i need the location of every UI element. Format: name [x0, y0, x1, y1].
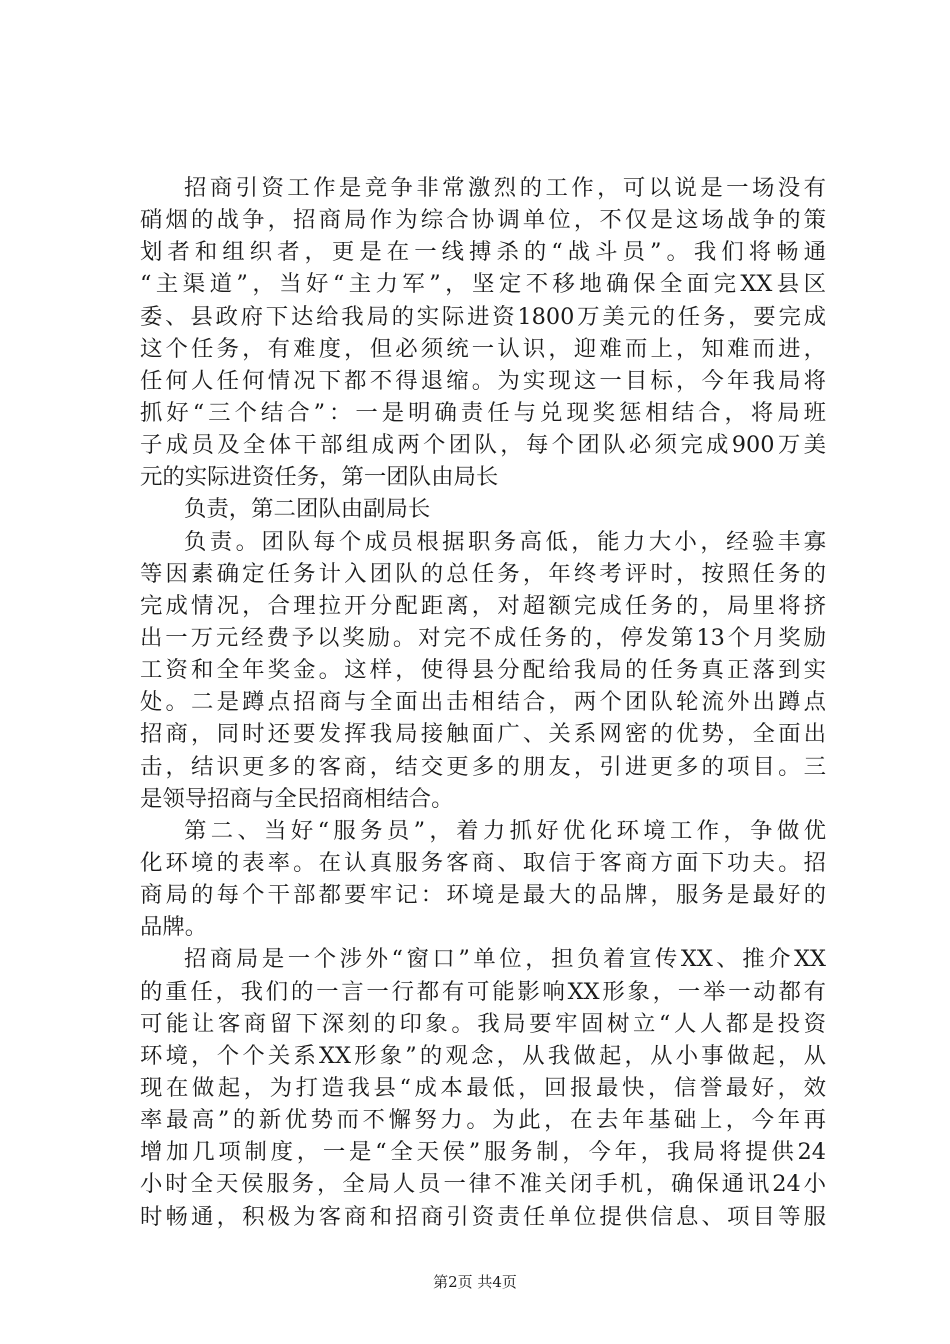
document-body [140, 172, 826, 1233]
paragraph-line: 现在做起，为打造我县“成本最低，回报最快，信誉最好，效 [140, 1074, 826, 1101]
paragraph-line: 增加几项制度，一是“全天侯”服务制，今年，我局将提供24 [140, 1139, 826, 1166]
paragraph-line: 硝烟的战争，招商局作为综合协调单位，不仅是这场战争的策 [140, 207, 826, 234]
paragraph-line: 招商局是一个涉外“窗口”单位，担负着宣传XX、推介XX [184, 946, 826, 973]
paragraph-line: 任何人任何情况下都不得退缩。为实现这一目标，今年我局将 [140, 367, 826, 394]
paragraph-line: 品牌。 [140, 914, 208, 941]
paragraph-line: 负责，第二团队由副局长 [184, 496, 431, 523]
paragraph-line: 等因素确定任务计入团队的总任务，年终考评时，按照任务的 [140, 560, 826, 587]
paragraph-line: 抓好“三个结合”：一是明确责任与兑现奖惩相结合，将局班 [140, 399, 826, 426]
paragraph-line: 子成员及全体干部组成两个团队，每个团队必须完成900万美 [140, 432, 826, 459]
paragraph-line: 完成情况，合理拉开分配距离，对超额完成任务的，局里将挤 [140, 592, 826, 619]
paragraph-line: 击，结识更多的客商，结交更多的朋友，引进更多的项目。三 [140, 753, 826, 780]
paragraph-line: 化环境的表率。在认真服务客商、取信于客商方面下功夫。招 [140, 849, 826, 876]
paragraph-line: 出一万元经费予以奖励。对完不成任务的，停发第13个月奖励 [140, 624, 826, 651]
paragraph-line: 委、县政府下达给我局的实际进资1800万美元的任务，要完成 [140, 303, 826, 330]
paragraph-line: 元的实际进资任务，第一团队由局长 [140, 464, 499, 491]
paragraph-line: 这个任务，有难度，但必须统一认识，迎难而上，知难而进， [140, 335, 826, 362]
paragraph-line: 第二、当好“服务员”，着力抓好优化环境工作，争做优 [184, 817, 826, 844]
paragraph-line: 负责。团队每个成员根据职务高低，能力大小，经验丰寡 [184, 528, 826, 555]
paragraph-line: 划者和组织者，更是在一线搏杀的“战斗员”。我们将畅通 [140, 239, 826, 266]
paragraph-line: 是领导招商与全民招商相结合。 [140, 785, 454, 812]
paragraph-line: 率最高”的新优势而不懈努力。为此，在去年基础上，今年再 [140, 1107, 826, 1134]
paragraph-line: 的重任，我们的一言一行都有可能影响XX形象，一举一动都有 [140, 978, 826, 1005]
paragraph-line: “主渠道”，当好“主力军”，坚定不移地确保全面完XX县区 [140, 271, 826, 298]
paragraph-line: 可能让客商留下深刻的印象。我局要牢固树立“人人都是投资 [140, 1010, 826, 1037]
paragraph-line: 时畅通，积极为客商和招商引资责任单位提供信息、项目等服 [140, 1203, 826, 1230]
paragraph-line: 招商引资工作是竞争非常激烈的工作，可以说是一场没有 [184, 175, 826, 201]
paragraph-line: 小时全天侯服务，全局人员一律不准关闭手机，确保通讯24小 [140, 1171, 826, 1198]
paragraph-line: 工资和全年奖金。这样，使得县分配给我局的任务真正落到实 [140, 657, 826, 684]
paragraph-line: 处。二是蹲点招商与全面出击相结合，两个团队轮流外出蹲点 [140, 689, 826, 716]
paragraph-line: 商局的每个干部都要牢记：环境是最大的品牌，服务是最好的 [140, 882, 826, 909]
paragraph-line: 环境，个个关系XX形象”的观念，从我做起，从小事做起，从 [140, 1042, 826, 1069]
page-number: 第2页 共4页 [433, 1273, 517, 1291]
paragraph-line: 招商，同时还要发挥我局接触面广、关系网密的优势，全面出 [140, 721, 826, 748]
